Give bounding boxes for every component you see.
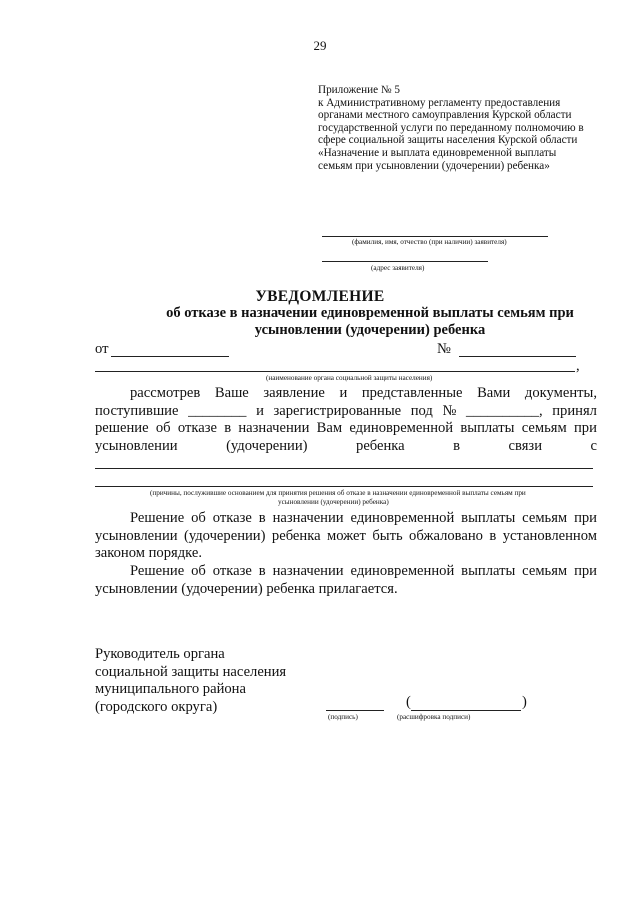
number-label: № (437, 341, 451, 357)
document-subtitle: об отказе в назначении единовременной выплаты семьям при усыновлении (удочерении) ребенка (166, 305, 574, 338)
decoding-caption: (расшифровка подписи) (397, 713, 471, 721)
from-label: от (95, 341, 109, 357)
applicant-name-line[interactable] (322, 236, 548, 237)
applicant-address-caption: (адрес заявителя) (371, 264, 425, 272)
body-line-2: поступившие ________ и зарегистрированные под № __________, принял (95, 403, 597, 419)
organ-comma: , (576, 358, 580, 374)
appendix-line: к Административному регламенту предоставления (318, 96, 561, 109)
reasons-line-2[interactable] (95, 486, 593, 487)
body-line-4: усыновлении (удочерении) ребенка в связи с (95, 438, 597, 454)
appendix-line: сфере социальной защиты населения Курской области (318, 134, 578, 147)
signer-line: социальной защиты населения (95, 663, 287, 680)
attached-paragraph: Решение об отказе в назначении единовременной выплаты семьям при усыновлении (удочерении) ребенка прилагается. (95, 563, 597, 597)
body-line-1: рассмотрев Ваше заявление и представленные Вами документы, (130, 385, 597, 401)
decoding-paren-close: ) (522, 694, 527, 710)
appendix-line: Приложение № 5 (318, 84, 400, 96)
reasons-line-1[interactable] (95, 468, 593, 469)
organ-caption: (наименование органа социальной защиты населения) (266, 374, 433, 382)
appendix-line: государственной услуги по переданному полномочию в (318, 121, 584, 134)
signer-line: Руководитель органа (95, 646, 225, 662)
appendix-line: «Назначение и выплата единовременной выплаты (318, 146, 557, 159)
appeal-paragraph: Решение об отказе в назначении единовременной выплаты семьям при усыновлении (удочерении) ребенка может быть обжаловано в установленном законом порядке. (95, 510, 597, 561)
applicant-address-line[interactable] (322, 261, 488, 262)
signature-caption: (подпись) (328, 713, 358, 721)
signer-line: муниципального района (95, 681, 246, 697)
organ-name-line[interactable] (95, 371, 575, 372)
appendix-line: семьям при усыновлении (удочерении) ребенка» (318, 159, 550, 172)
number-line[interactable] (459, 356, 576, 357)
reasons-caption-2: усыновлении (удочерении) ребенка) (278, 498, 389, 506)
body-line-3: решение об отказе в назначении Вам единовременной выплаты семьям при (95, 420, 597, 436)
appendix-header (318, 84, 584, 172)
decoding-line[interactable] (411, 710, 521, 711)
decoding-paren-open: ( (406, 694, 411, 710)
page-number: 29 (313, 38, 327, 53)
signer-line: (городского округа) (95, 698, 218, 715)
reasons-caption-1: (причины, послужившие основанием для принятия решения об отказе в назначении единовременной выплаты семьям при (150, 489, 526, 497)
appendix-line: органами местного самоуправления Курской области (318, 109, 572, 122)
document-title: УВЕДОМЛЕНИЕ (255, 288, 385, 305)
signer-block (95, 646, 286, 716)
signature-line[interactable] (326, 710, 384, 711)
from-date-line[interactable] (111, 356, 229, 357)
applicant-name-caption: (фамилия, имя, отчество (при наличии) заявителя) (352, 238, 507, 246)
